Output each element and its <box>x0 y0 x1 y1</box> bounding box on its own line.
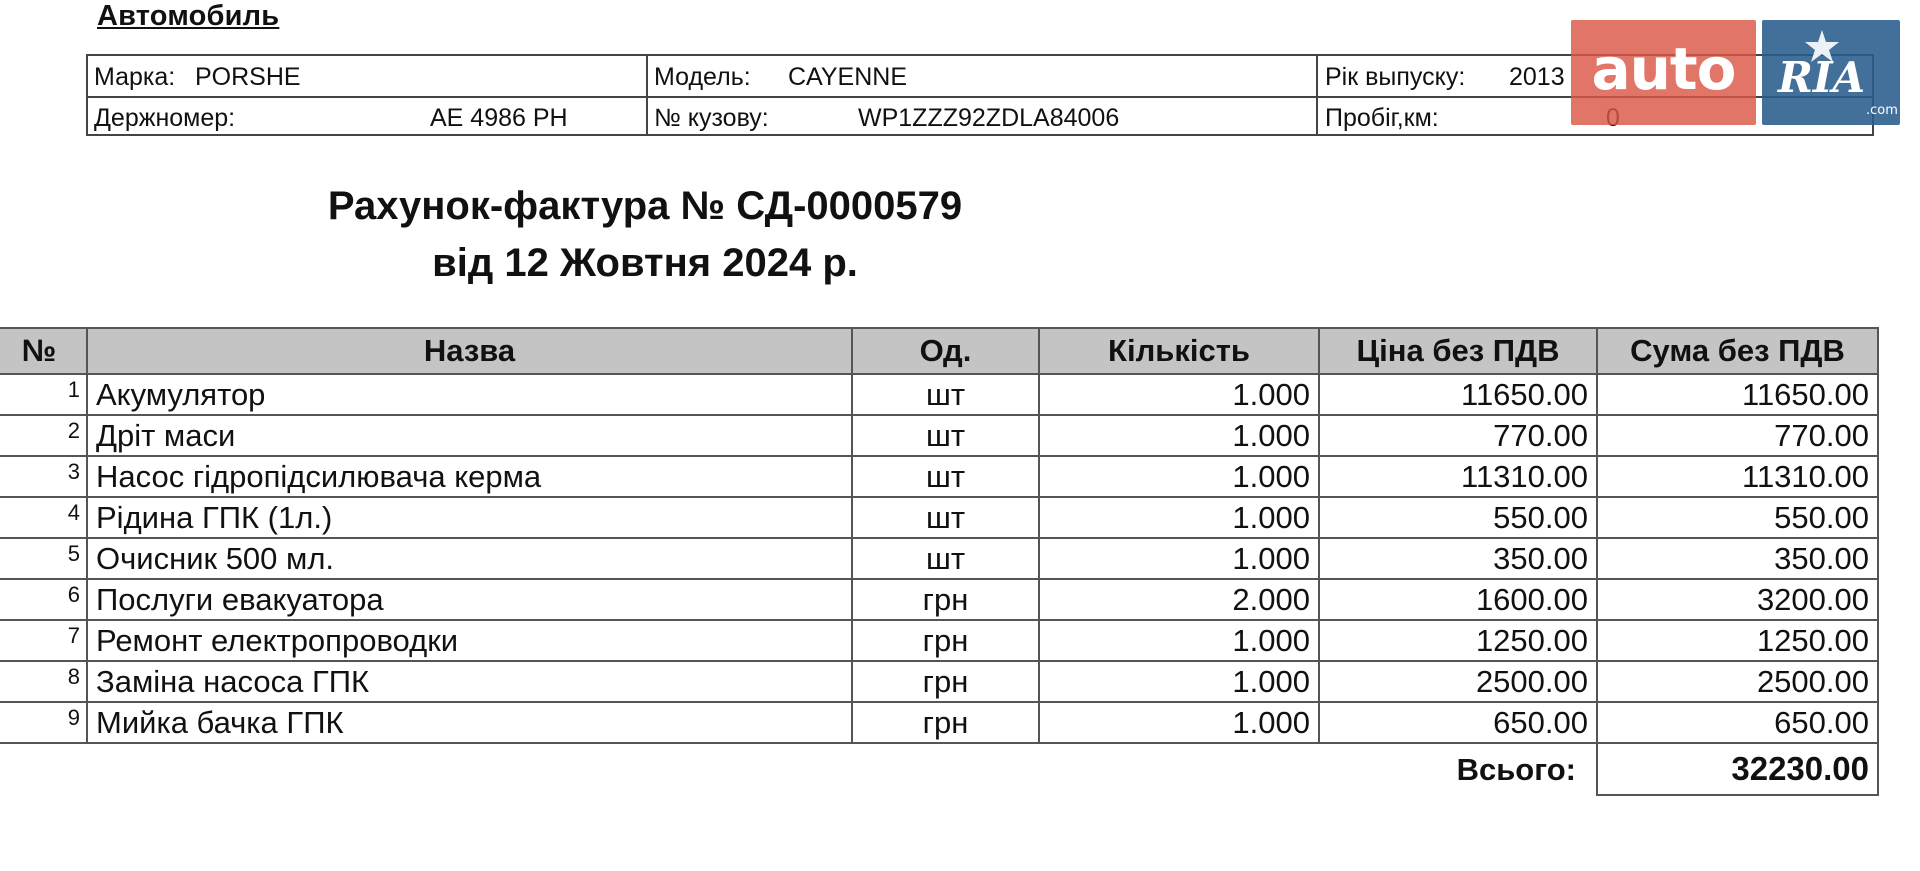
row-sum: 11650.00 <box>1597 374 1878 415</box>
col-header-num: № <box>0 328 87 374</box>
row-unit: шт <box>852 374 1039 415</box>
table-row <box>0 661 1878 702</box>
row-name: Ремонт електропроводки <box>87 620 852 661</box>
table-row <box>0 456 1878 497</box>
row-qty: 1.000 <box>1039 702 1319 743</box>
row-name: Очисник 500 мл. <box>87 538 852 579</box>
vin-label: № кузову: <box>654 104 769 132</box>
row-price: 2500.00 <box>1319 661 1597 702</box>
logo-ria-text: RIA <box>1778 53 1866 102</box>
row-qty: 1.000 <box>1039 415 1319 456</box>
row-price: 1600.00 <box>1319 579 1597 620</box>
row-qty: 1.000 <box>1039 497 1319 538</box>
row-name: Заміна насоса ГПК <box>87 661 852 702</box>
invoice-items-table <box>0 327 1879 796</box>
row-sum: 350.00 <box>1597 538 1878 579</box>
row-qty: 1.000 <box>1039 374 1319 415</box>
row-name: Насос гідропідсилювача керма <box>87 456 852 497</box>
row-sum: 550.00 <box>1597 497 1878 538</box>
row-name: Мийка бачка ГПК <box>87 702 852 743</box>
row-num: 5 <box>0 538 87 579</box>
row-qty: 2.000 <box>1039 579 1319 620</box>
row-num: 2 <box>0 415 87 456</box>
logo-auto-text: auto <box>1591 34 1736 103</box>
col-header-price: Ціна без ПДВ <box>1319 328 1597 374</box>
row-price: 11310.00 <box>1319 456 1597 497</box>
row-sum: 3200.00 <box>1597 579 1878 620</box>
row-sum: 2500.00 <box>1597 661 1878 702</box>
row-sum: 650.00 <box>1597 702 1878 743</box>
table-row <box>0 497 1878 538</box>
row-unit: шт <box>852 415 1039 456</box>
brand-label: Марка: <box>94 63 176 91</box>
row-price: 770.00 <box>1319 415 1597 456</box>
row-unit: грн <box>852 620 1039 661</box>
row-price: 350.00 <box>1319 538 1597 579</box>
mileage-label: Пробіг,км: <box>1325 104 1439 132</box>
col-header-name: Назва <box>87 328 852 374</box>
row-num: 9 <box>0 702 87 743</box>
plate-value: AE 4986 PH <box>430 104 568 132</box>
row-sum: 11310.00 <box>1597 456 1878 497</box>
section-heading-vehicle: Автомобиль <box>97 0 280 32</box>
table-row <box>0 620 1878 661</box>
row-num: 8 <box>0 661 87 702</box>
row-price: 550.00 <box>1319 497 1597 538</box>
row-name: Рідина ГПК (1л.) <box>87 497 852 538</box>
row-num: 1 <box>0 374 87 415</box>
col-header-qty: Кількість <box>1039 328 1319 374</box>
table-row <box>0 538 1878 579</box>
vehicle-box-divider <box>1316 56 1318 134</box>
row-num: 4 <box>0 497 87 538</box>
row-qty: 1.000 <box>1039 620 1319 661</box>
table-row <box>0 374 1878 415</box>
invoice-date: від 12 Жовтня 2024 р. <box>432 241 858 285</box>
table-row <box>0 702 1878 743</box>
col-header-unit: Од. <box>852 328 1039 374</box>
model-value: CAYENNE <box>788 63 908 91</box>
total-row <box>0 743 1878 795</box>
auto-ria-logo-ria <box>1762 20 1900 125</box>
row-num: 6 <box>0 579 87 620</box>
row-unit: шт <box>852 456 1039 497</box>
model-label: Модель: <box>654 63 751 91</box>
row-qty: 1.000 <box>1039 538 1319 579</box>
total-label: Всього: <box>1456 751 1576 787</box>
row-name: Акумулятор <box>87 374 852 415</box>
vehicle-box-divider <box>646 56 648 134</box>
row-price: 650.00 <box>1319 702 1597 743</box>
table-header-row <box>0 328 1878 374</box>
year-label: Рік выпуску: <box>1325 63 1466 91</box>
row-num: 3 <box>0 456 87 497</box>
row-name: Дріт маси <box>87 415 852 456</box>
row-unit: грн <box>852 661 1039 702</box>
brand-value: PORSHE <box>195 63 301 91</box>
row-num: 7 <box>0 620 87 661</box>
vin-value: WP1ZZZ92ZDLA84006 <box>858 104 1120 132</box>
logo-com-text: .com <box>1866 103 1898 118</box>
row-price: 11650.00 <box>1319 374 1597 415</box>
row-unit: грн <box>852 579 1039 620</box>
ria-star-icon <box>1762 20 1900 125</box>
row-name: Послуги евакуатора <box>87 579 852 620</box>
total-value: 32230.00 <box>1597 743 1878 795</box>
plate-label: Держномер: <box>94 104 236 132</box>
col-header-sum: Сума без ПДВ <box>1597 328 1878 374</box>
table-row <box>0 579 1878 620</box>
row-qty: 1.000 <box>1039 456 1319 497</box>
row-sum: 1250.00 <box>1597 620 1878 661</box>
auto-ria-logo-auto <box>1571 20 1756 125</box>
row-sum: 770.00 <box>1597 415 1878 456</box>
table-row <box>0 415 1878 456</box>
year-value: 2013 <box>1509 63 1565 91</box>
row-unit: грн <box>852 702 1039 743</box>
invoice-title: Рахунок-фактура № СД-0000579 <box>327 184 963 228</box>
row-unit: шт <box>852 497 1039 538</box>
row-qty: 1.000 <box>1039 661 1319 702</box>
row-unit: шт <box>852 538 1039 579</box>
row-price: 1250.00 <box>1319 620 1597 661</box>
